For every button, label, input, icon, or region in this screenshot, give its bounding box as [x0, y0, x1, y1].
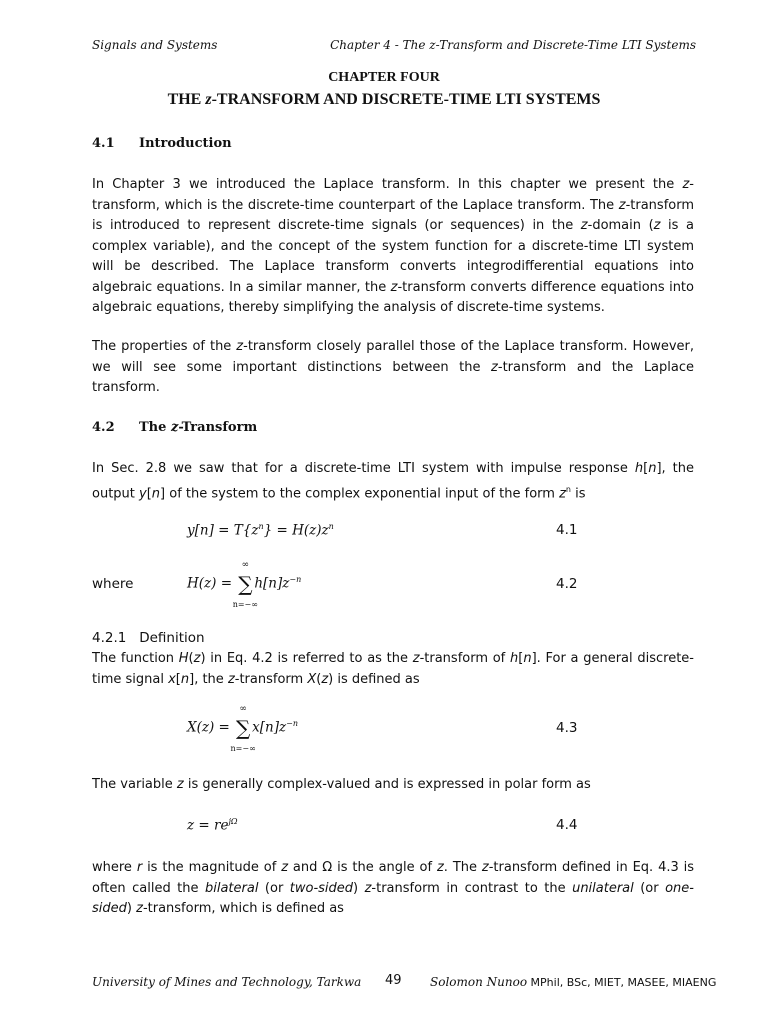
chapter-title: THE z-TRANSFORM AND DISCRETE-TIME LTI SYSTEMS	[167, 91, 601, 108]
equation-4-3: X(z) = ∑ ∞ n=−∞ $x[n]z^{-n}$	[187, 704, 298, 753]
section-number-4-1: 4.1	[92, 136, 115, 151]
equation-4-2: H(z) = ∑ ∞ n=−∞ $h[n]z^{-n}$	[187, 560, 302, 609]
section-number-4-2: 4.2	[92, 420, 115, 435]
where-label: where	[92, 576, 134, 592]
polar-form-paragraph: The variable z is generally complex-valued and is expressed in polar form as	[92, 777, 591, 792]
summation-symbol: ∑ ∞ n=−∞	[232, 560, 258, 609]
summation-symbol: ∑ ∞ n=−∞	[230, 704, 256, 753]
running-header-left: Signals and Systems	[92, 38, 218, 52]
equation-number-4-2: 4.2	[556, 576, 578, 592]
section-title-z-transform: The z-Transform	[139, 420, 258, 435]
equation-number-4-3: 4.3	[556, 720, 578, 736]
equation-number-4-4: 4.4	[556, 817, 578, 833]
footer-author: Solomon Nunoo MPhil, BSc, MIET, MASEE, MIAENG	[430, 975, 717, 989]
subsection-4-2-1-heading: 4.2.1 Definition	[92, 630, 205, 646]
intro-paragraph-2: The properties of the z-transform closely parallel those of the Laplace transform. However, we will see some important distinctions between the z-transform and the Laplace transform.	[92, 339, 694, 395]
page-number: 49	[385, 973, 402, 988]
equation-4-4: $z = re^{j\Omega}$	[187, 817, 238, 834]
equation-number-4-1: 4.1	[556, 522, 578, 538]
z-transform-paragraph: In Sec. 2.8 we saw that for a discrete-time LTI system with impulse response h[n], the output y[n] of the system to the complex exponential input of the form $z^n$ is	[92, 461, 695, 501]
equation-4-1: $y[n] = T\{z^n\} = H(z)z^n$	[187, 522, 334, 539]
section-title-introduction: Introduction	[139, 136, 232, 151]
chapter-label: CHAPTER FOUR	[328, 70, 440, 85]
intro-paragraph-1: In Chapter 3 we introduced the Laplace transform. In this chapter we present the z-transform, which is the discrete-time counterpart of the Laplace transform. The z-transform is introduced to represent discrete-time signals (or sequences) in the z-domain (z is a complex variable), and the concept of the system function for a discrete-time LTI system will be described. The Laplace transform converts integrodifferential equations into algebraic equations. In a similar manner, the z-transform converts difference equations into algebraic equations, thereby simplifying the analysis of discrete-time systems.	[92, 177, 694, 315]
magnitude-paragraph: where r is the magnitude of z and Ω is the angle of z. The z-transform defined in Eq. 4.3 is often called the bilateral (or two-sided) z-transform in contrast to the unilateral (or one-sided) z-transform, which is defined as	[92, 860, 695, 916]
running-header-right: Chapter 4 - The z-Transform and Discrete-Time LTI Systems	[330, 38, 696, 52]
footer-university: University of Mines and Technology, Tarkwa	[92, 975, 362, 989]
definition-paragraph: The function H(z) in Eq. 4.2 is referred to as the z-transform of h[n]. For a general discrete-time signal x[n], the z-transform X(z) is defined as	[92, 651, 694, 687]
